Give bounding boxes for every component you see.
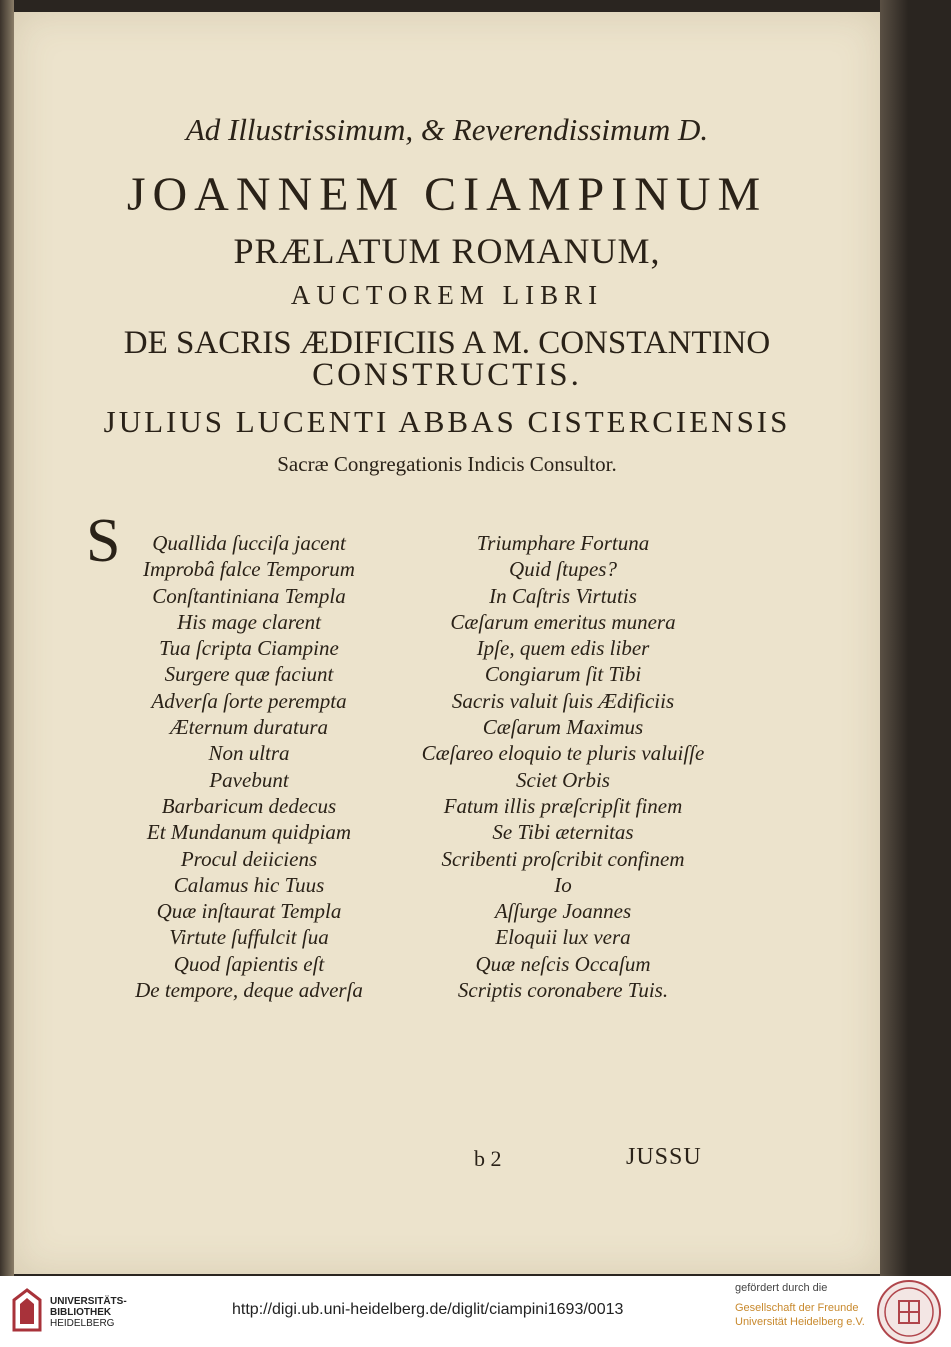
poem-line: Ipſe, quem edis liber (476, 636, 650, 661)
poem-line: Adverſa ſorte perempta (151, 688, 347, 713)
author-of-book-line: AUCTOREM LIBRI (290, 280, 604, 310)
dedicator-office: Sacræ Congregationis Indicis Consultor. (277, 452, 617, 476)
poem-left-column (84, 530, 414, 1003)
dedication-line: Ad Illustrissimum, & Reverendissimum D. (185, 112, 709, 147)
poem-line: Calamus hic Tuus (173, 872, 325, 897)
library-name-line-3: HEIDELBERG (50, 1318, 115, 1329)
poem-line: Virtute ſuffulcit ſua (169, 925, 329, 950)
poem-line: De tempore, deque adverſa (135, 978, 363, 1003)
addressee-name: JOANNEM CIAMPINUM (126, 168, 768, 221)
poem-line: Improbâ falce Temporum (143, 557, 355, 582)
poem-line: Fatum illis præſcripſit finem (443, 793, 683, 818)
library-name-line-1: UNIVERSITÄTS- (50, 1296, 127, 1307)
book-edge (880, 0, 951, 1276)
poem-line: Et Mundanum quidpiam (146, 820, 352, 845)
poem-line: Aſſurge Joannes (494, 899, 632, 924)
viewer-footer (0, 1276, 951, 1347)
poem-line: Sciet Orbis (516, 767, 610, 792)
poem-line: Eloquii lux vera (495, 925, 631, 950)
drop-cap: S (86, 507, 121, 575)
book-title-line-2: CONSTRUCTIS. (312, 357, 582, 393)
poem-line: Scribenti proſcribit confinem (441, 846, 685, 871)
poem-line: Quæ inſtaurat Templa (156, 899, 342, 924)
poem-right-column (398, 530, 728, 1003)
addressee-title: PRÆLATUM ROMANUM, (233, 231, 661, 271)
society-name (735, 1301, 865, 1329)
signature-mark: b 2 (474, 1146, 502, 1171)
book-page (14, 12, 880, 1274)
permalink[interactable]: http://digi.ub.uni-heidelberg.de/diglit/ciampini1693/0013 (232, 1301, 624, 1318)
poem-line: Barbaricum dedecus (161, 793, 337, 818)
poem-line: Cæſarum emeritus munera (450, 609, 676, 634)
university-seal-icon (876, 1279, 942, 1345)
catchword: JUSSU (626, 1144, 702, 1170)
poem-line: Scriptis coronabere Tuis. (457, 978, 669, 1003)
book-title-line-1: DE SACRIS ÆDIFICIIS A M. CONSTANTINO (123, 325, 771, 361)
poem-line: Io (554, 872, 572, 897)
book-gutter (0, 0, 14, 1276)
poem-line: Cæſareo eloquio te pluris valuiſſe (421, 741, 705, 766)
poem-line: Surgere quæ faciunt (164, 662, 334, 687)
poem-line: Quid ſtupes? (509, 557, 617, 582)
poem-line: Non ultra (208, 741, 290, 766)
poem-line: Se Tibi æternitas (492, 820, 634, 845)
library-name-line-2: BIBLIOTHEK (50, 1307, 112, 1318)
poem-line: Triumphare Fortuna (476, 531, 650, 555)
poem-line: Tua ſcripta Ciampine (159, 636, 339, 661)
dedicator-name: JULIUS LUCENTI ABBAS CISTERCIENSIS (103, 404, 791, 439)
poem-line: Pavebunt (209, 767, 289, 792)
funded-by-label: gefördert durch die (735, 1282, 828, 1294)
poem-line: Sacris valuit ſuis Ædificiis (451, 688, 675, 713)
poem-line: Æternum duratura (169, 715, 329, 740)
society-name-line-1: Gesellschaft der Freunde (735, 1302, 859, 1314)
poem-line: Quæ neſcis Occaſum (475, 951, 651, 976)
poem-line: Cæſarum Maximus (482, 715, 644, 740)
poem-line: Procul deiiciens (180, 846, 318, 871)
poem-line: In Caſtris Virtutis (489, 583, 637, 608)
library-name (50, 1296, 127, 1329)
society-name-line-2: Universität Heidelberg e.V. (735, 1316, 865, 1328)
poem-line: Congiarum ſit Tibi (484, 662, 642, 687)
poem-line: Quallida ſucciſa jacent (152, 531, 346, 555)
poem-line: His mage clarent (177, 609, 321, 634)
poem-line: Quod ſapientis eſt (173, 951, 325, 976)
library-logo-icon (12, 1288, 42, 1332)
poem-line: Conſtantiniana Templa (152, 583, 346, 608)
